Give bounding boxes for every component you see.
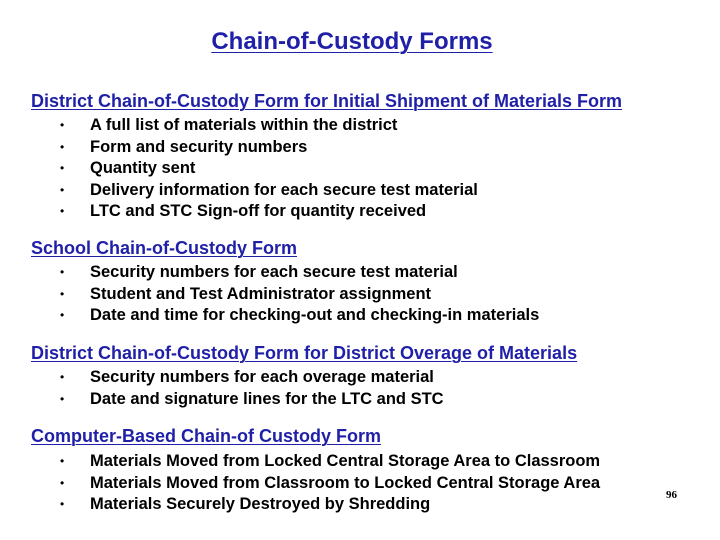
list-item-text: Materials Moved from Classroom to Locked Central Storage Area [90, 473, 601, 492]
list-item-text: Date and signature lines for the LTC and STC [90, 389, 444, 408]
bullet-icon: • [60, 118, 65, 132]
list-item [58, 262, 539, 284]
section-heading-school: School Chain-of-Custody Form [31, 238, 297, 258]
bullet-icon: • [60, 308, 65, 322]
list-item-text: Materials Securely Destroyed by Shredding [90, 495, 431, 513]
bullet-icon: • [60, 391, 65, 406]
bullet-icon: • [60, 370, 65, 384]
list-item-text: Delivery information for each secure test material [90, 180, 478, 199]
page-number: 96 [666, 489, 677, 501]
list-item-text: Date and time for checking-out and checking-in materials [90, 306, 540, 324]
list-item [58, 115, 478, 137]
list-item-text: A full list of materials within the district [90, 116, 398, 134]
section-heading-initial-shipment: District Chain-of-Custody Form for Initial Shipment of Materials Form [31, 91, 623, 111]
bullet-icon: • [60, 265, 65, 279]
bullet-list-school [58, 262, 539, 327]
list-item [58, 158, 478, 180]
bullet-icon: • [60, 454, 65, 468]
slide-title-text: Chain-of-Custody Forms [211, 28, 493, 55]
bullet-icon: • [60, 286, 65, 301]
bullet-icon: • [60, 139, 65, 154]
bullet-list-district-overage [58, 367, 444, 410]
list-item [58, 367, 444, 389]
section-heading-computer-based: Computer-Based Chain-of Custody Form [31, 426, 382, 446]
list-item [58, 473, 600, 495]
bullet-icon: • [60, 497, 65, 511]
bullet-list-computer-based [58, 451, 600, 516]
list-item-text: Quantity sent [90, 159, 196, 177]
list-item [58, 451, 600, 473]
bullet-icon: • [60, 161, 65, 175]
list-item [58, 494, 600, 516]
bullet-icon: • [60, 475, 65, 490]
list-item-text: LTC and STC Sign-off for quantity received [90, 202, 427, 220]
bullet-list-initial-shipment [58, 115, 478, 223]
slide-title [0, 28, 704, 56]
list-item [58, 137, 478, 159]
list-item-text: Student and Test Administrator assignment [90, 284, 432, 303]
bullet-icon: • [60, 182, 65, 197]
list-item [58, 389, 444, 411]
list-item [58, 305, 539, 327]
list-item-text: Security numbers for each secure test material [90, 263, 458, 281]
list-item [58, 201, 478, 223]
section-heading-district-overage: District Chain-of-Custody Form for District Overage of Materials [31, 343, 578, 363]
bullet-icon: • [60, 204, 65, 218]
list-item-text: Security numbers for each overage material [90, 368, 434, 386]
list-item-text: Form and security numbers [90, 137, 308, 156]
list-item [58, 180, 478, 202]
list-item [58, 284, 539, 306]
list-item-text: Materials Moved from Locked Central Storage Area to Classroom [90, 452, 601, 470]
